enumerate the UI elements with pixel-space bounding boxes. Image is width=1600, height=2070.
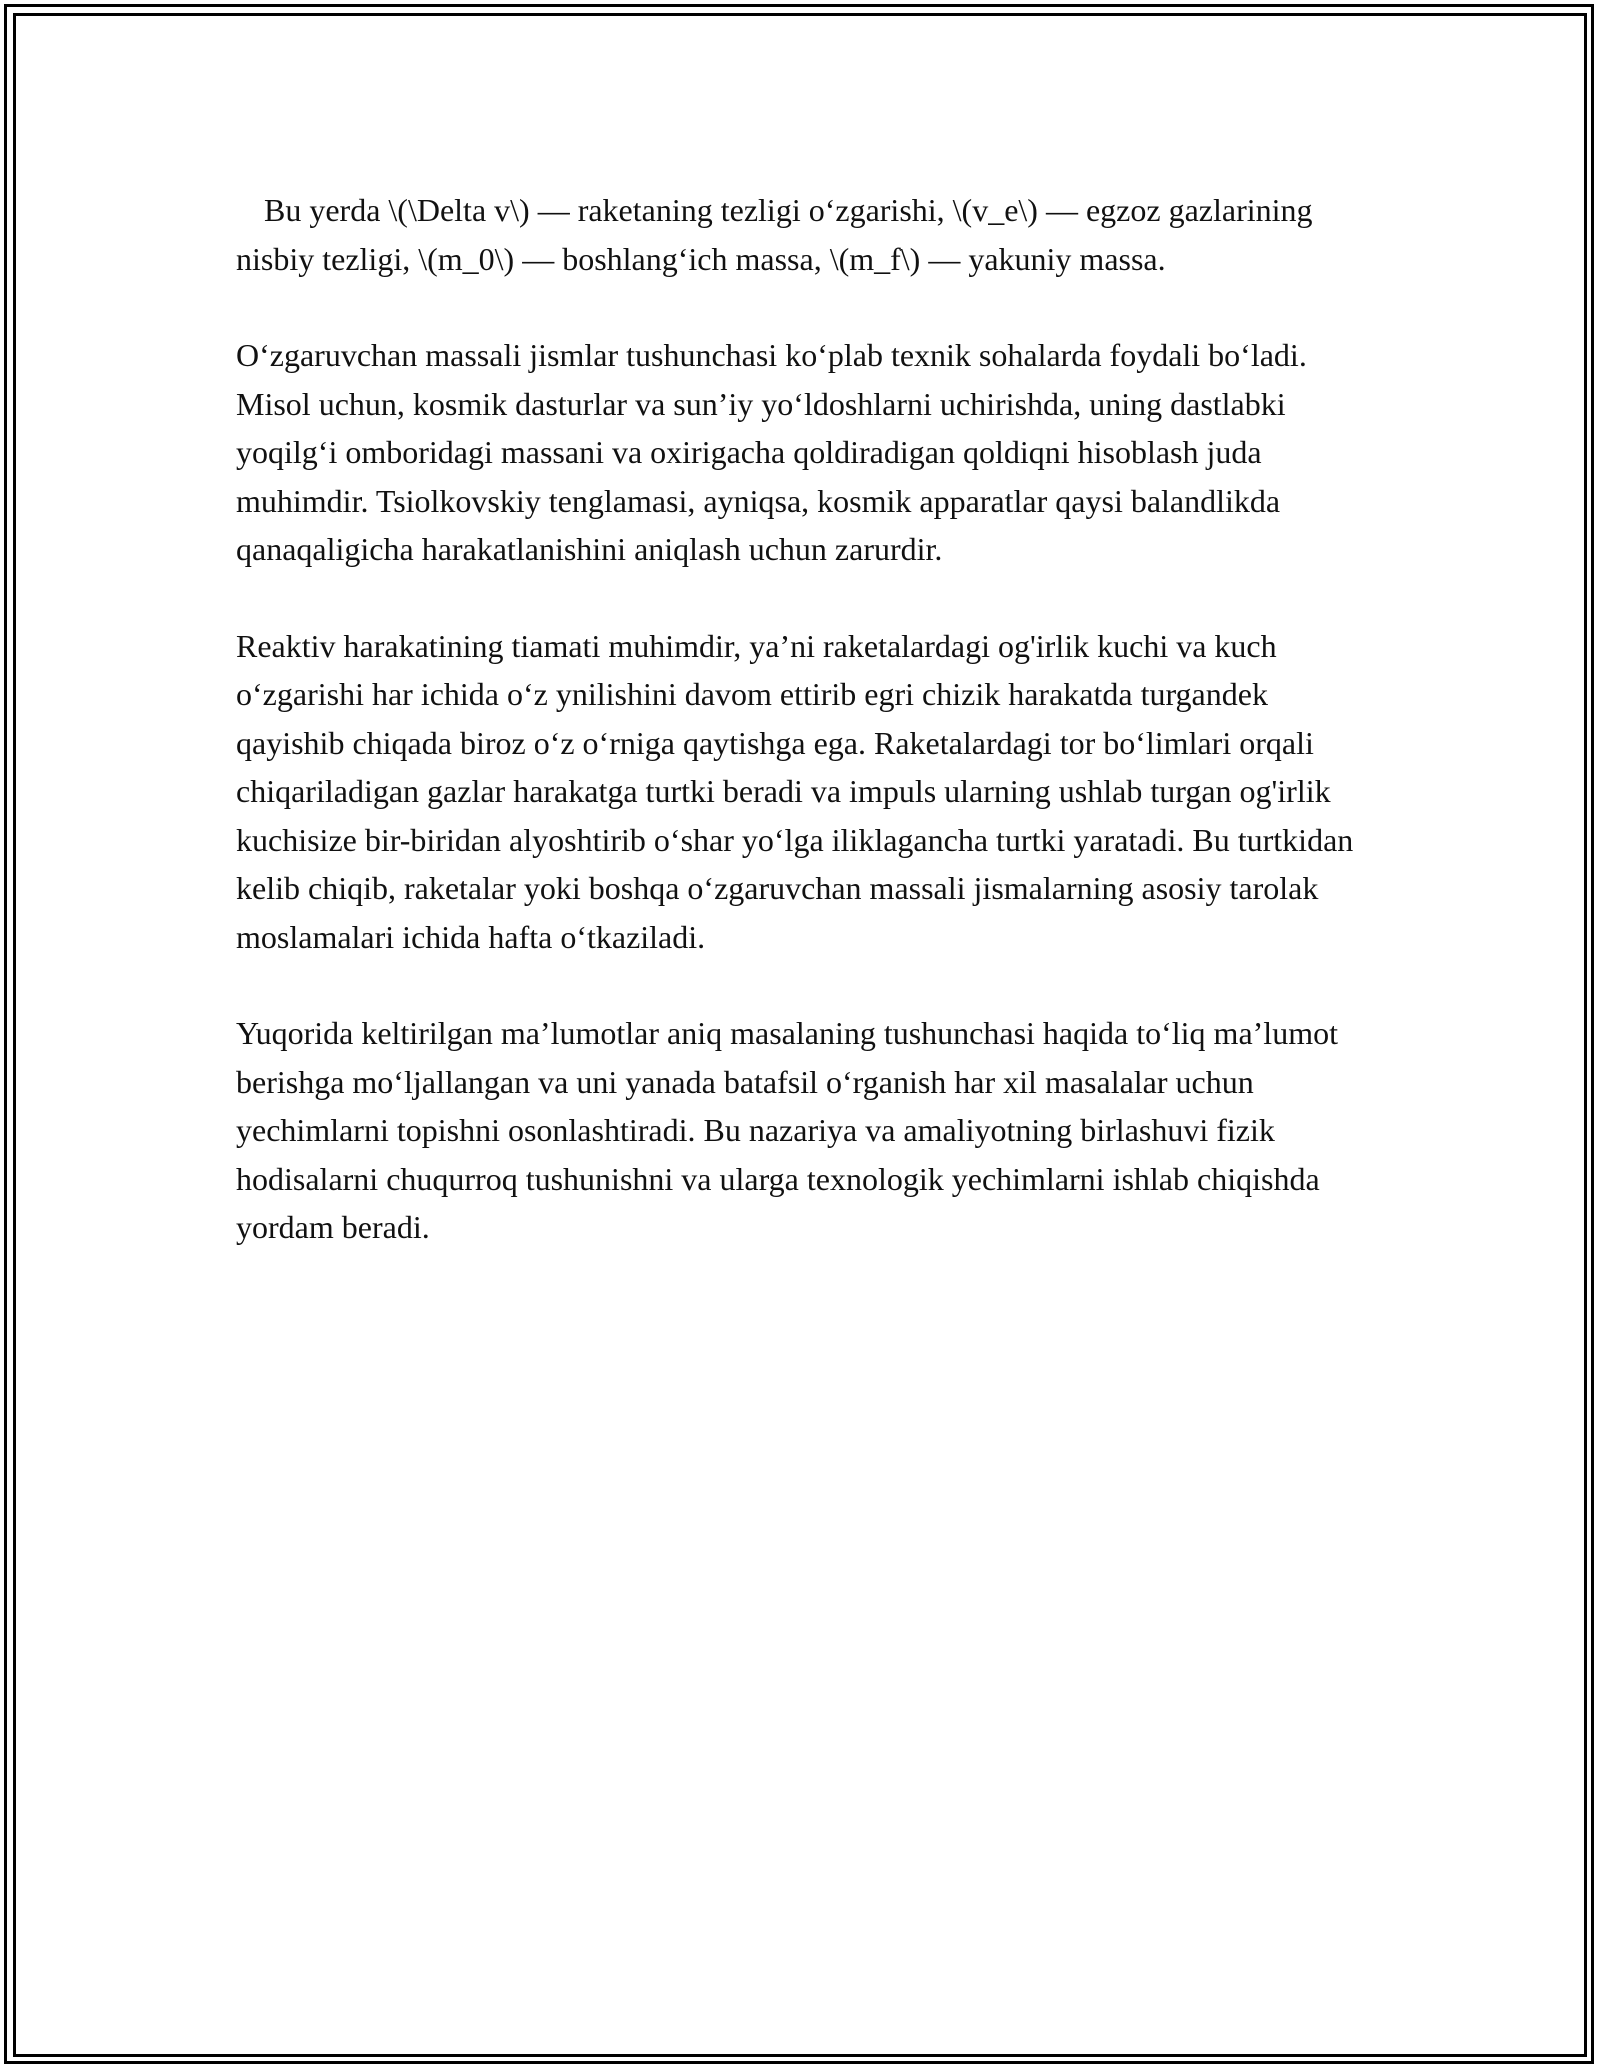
- paragraph-applications: O‘zgaruvchan massali jismlar tushunchasi ko‘plab texnik sohalarda foydali bo‘ladi. Misol uchun, kosmik dasturlar va sun’iy yo‘ldoshlarni uchirishda, uning dastlabki yoqilg‘i omboridagi massani va oxirigacha qoldiradigan qoldiqni hisoblash juda muhimdir. Tsiolkovskiy tenglamasi, ayniqsa, kosmik apparatlar qaysi balandlikda qanaqaligicha harakatlanishini aniqlash uchun zarurdir.: [236, 337, 1307, 567]
- paragraph-variable-definitions: Bu yerda \(\Delta v\) — raketaning tezligi o‘zgarishi, \(v_e\) — egzoz gazlarining nisbiy tezligi, \(m_0\) — boshlang‘ich massa, \(m_f\) — yakuniy massa.: [236, 192, 1313, 277]
- paragraph-conclusion: Yuqorida keltirilgan ma’lumotlar aniq masalaning tushunchasi haqida to‘liq ma’lumot berishga mo‘ljallangan va uni yanada batafsil o‘rganish har xil masalalar uchun yechimlarni topishni osonlashtiradi. Bu nazariya va amaliyotning birlashuvi fizik hodisalarni chuqurroq tushunishni va ularga texnologik yechimlarni ishlab chiqishda yordam beradi.: [236, 1015, 1338, 1245]
- document-body: [236, 186, 1366, 1300]
- paragraph-reactive-motion: Reaktiv harakatining tiamati muhimdir, ya’ni raketalardagi og'irlik kuchi va kuch o‘zgarishi har ichida o‘z ynilishini davom ettirib egri chizik harakatda turgandek qayishib chiqada biroz o‘z o‘rniga qaytishga ega. Raketalardagi tor bo‘limlari orqali chiqariladigan gazlar harakatga turtki beradi va impuls ularning ushlab turgan og'irlik kuchisize bir-biridan alyoshtirib o‘shar yo‘lga iliklagancha turtki yaratadi. Bu turtkidan kelib chiqib, raketalar yoki boshqa o‘zgaruvchan massali jismalarning asosiy tarolak moslamalari ichida hafta o‘tkaziladi.: [236, 627, 1354, 955]
